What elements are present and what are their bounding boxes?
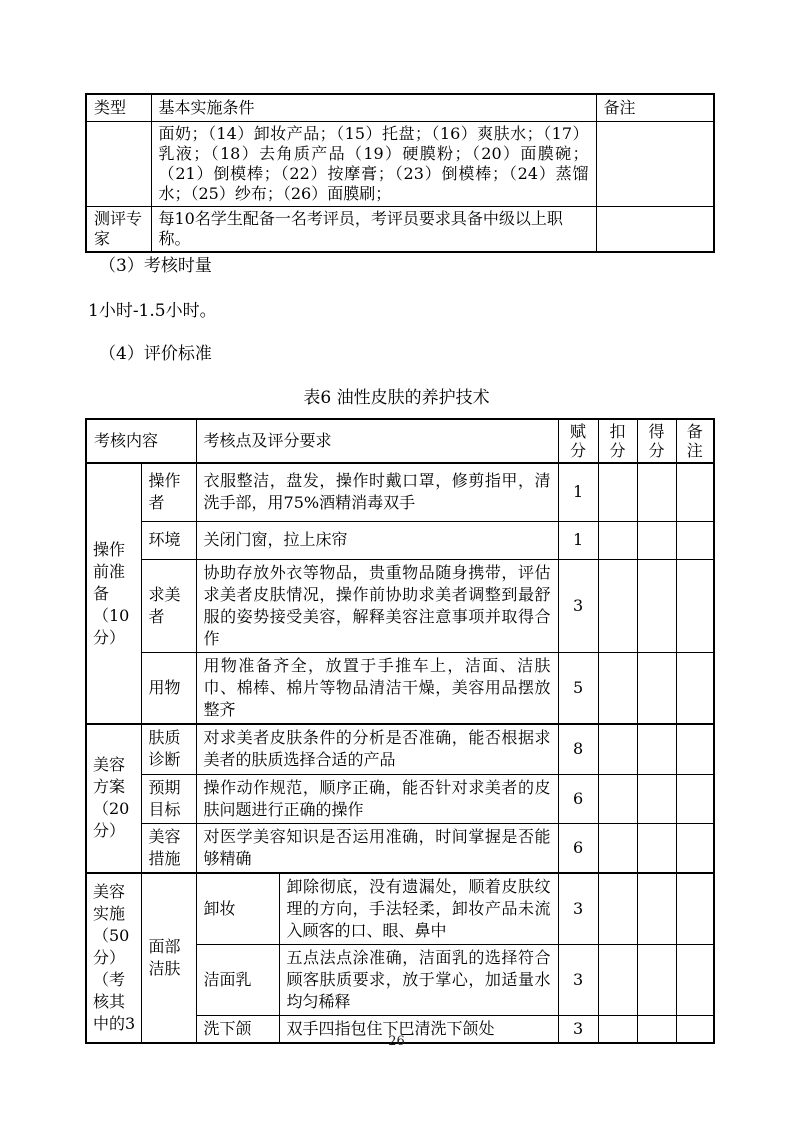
- header-note: 备注: [676, 419, 714, 463]
- note-cell: [676, 559, 714, 652]
- row-label: 用物: [141, 652, 196, 724]
- header-content: 考核内容: [86, 419, 196, 463]
- gained-cell: [637, 823, 676, 873]
- note-cell: [676, 873, 714, 945]
- table-row: [86, 121, 714, 206]
- conditions-cell: 面奶；（14）卸妆产品；（15）托盘；（16）爽肤水；（17）乳液；（18）去角质产品（19）硬膜粉；（20）面膜碗；（21）倒模棒；（22）按摩膏；（23）倒模棒；（24）蒸馏水；（25）纱布；（26）面膜刷；: [151, 121, 596, 206]
- table-row-beauty-measures: [86, 823, 714, 873]
- group-plan-label: 美容方案（20分）: [86, 724, 141, 873]
- row-desc: 操作动作规范，顺序正确，能否针对求美者的皮肤问题进行正确的操作: [196, 774, 558, 823]
- row-desc: 双手四指包住下巴清洗下颌处: [279, 1015, 558, 1043]
- table-row-skin-diagnosis: [86, 724, 714, 774]
- gained-cell: [637, 652, 676, 724]
- assigned-cell: 1: [558, 521, 598, 559]
- table-row: [86, 206, 714, 252]
- eval-header-row: [86, 419, 714, 463]
- table-header-row: [86, 94, 714, 121]
- row-desc: 五点法点涂准确，洁面乳的选择符合顾客肤质要求，放于掌心，加适量水均匀稀释: [279, 944, 558, 1015]
- assigned-cell: 8: [558, 724, 598, 774]
- assigned-cell: 1: [558, 463, 598, 521]
- deducted-cell: [598, 559, 637, 652]
- row-label: 洁面乳: [196, 944, 279, 1015]
- subgroup-facial-cleansing-label: 面部洁肤: [141, 873, 196, 1043]
- note-cell: [676, 463, 714, 521]
- row-desc: 协助存放外衣等物品，贵重物品随身携带，评估求美者皮肤情况，操作前协助求美者调整到最舒服的姿势接受美容，解释美容注意事项并取得合作: [196, 559, 558, 652]
- type-cell: 测评专家: [86, 206, 151, 252]
- row-label: 卸妆: [196, 873, 279, 945]
- section-item-3: （3）考核时量: [99, 256, 212, 276]
- note-cell: [676, 724, 714, 774]
- group-implementation-label: 美容实施（50分）（考核其中的3: [86, 873, 141, 1043]
- gained-cell: [637, 774, 676, 823]
- note-cell: [676, 652, 714, 724]
- basic-conditions-table: [85, 93, 715, 253]
- row-label: 操作者: [141, 463, 196, 521]
- deducted-cell: [598, 724, 637, 774]
- table-row-expected-goal: [86, 774, 714, 823]
- note-cell: [676, 823, 714, 873]
- duration-text: 1小时-1.5小时。: [88, 301, 217, 321]
- deducted-cell: [598, 873, 637, 945]
- type-cell: [86, 121, 151, 206]
- row-label: 预期目标: [141, 774, 196, 823]
- note-cell: [676, 521, 714, 559]
- header-assigned-score: 赋分: [558, 419, 598, 463]
- assigned-cell: 3: [558, 1015, 598, 1043]
- gained-cell: [637, 724, 676, 774]
- header-points: 考核点及评分要求: [196, 419, 558, 463]
- row-label: 美容措施: [141, 823, 196, 873]
- row-desc: 卸除彻底，没有遗漏处，顺着皮肤纹理的方向，手法轻柔，卸妆产品未流入顾客的口、眼、鼻中: [279, 873, 558, 945]
- assigned-cell: 6: [558, 823, 598, 873]
- row-desc: 对医学美容知识是否运用准确，时间掌握是否能够精确: [196, 823, 558, 873]
- deducted-cell: [598, 463, 637, 521]
- row-desc: 关闭门窗，拉上床帘: [196, 521, 558, 559]
- header-note: 备注: [596, 94, 714, 121]
- gained-cell: [637, 944, 676, 1015]
- gained-cell: [637, 463, 676, 521]
- gained-cell: [637, 521, 676, 559]
- row-desc: 衣服整洁，盘发，操作时戴口罩，修剪指甲，清洗手部，用75%酒精消毒双手: [196, 463, 558, 521]
- deducted-cell: [598, 652, 637, 724]
- assigned-cell: 3: [558, 944, 598, 1015]
- group-prep-label: 操作前准备（10分）: [86, 463, 141, 724]
- table-row-operator: [86, 463, 714, 521]
- deducted-cell: [598, 944, 637, 1015]
- row-label: 环境: [141, 521, 196, 559]
- table6-title: 表6 油性皮肤的养护技术: [303, 388, 490, 408]
- row-label: 洗下颌: [196, 1015, 279, 1043]
- note-cell: [596, 121, 714, 206]
- assigned-cell: 6: [558, 774, 598, 823]
- deducted-cell: [598, 823, 637, 873]
- header-deducted-score: 扣分: [598, 419, 637, 463]
- row-desc: 对求美者皮肤条件的分析是否准确，能否根据求美者的肤质选择合适的产品: [196, 724, 558, 774]
- row-label: 求美者: [141, 559, 196, 652]
- deducted-cell: [598, 774, 637, 823]
- section-item-4: （4）评价标准: [99, 344, 212, 364]
- gained-cell: [637, 873, 676, 945]
- page-number: 26: [388, 1034, 405, 1049]
- note-cell: [596, 206, 714, 252]
- note-cell: [676, 944, 714, 1015]
- assigned-cell: 5: [558, 652, 598, 724]
- table-row-makeup-removal: [86, 873, 714, 945]
- note-cell: [676, 774, 714, 823]
- assigned-cell: 3: [558, 559, 598, 652]
- deducted-cell: [598, 521, 637, 559]
- table-row-environment: [86, 521, 714, 559]
- evaluation-table: [85, 418, 715, 1044]
- conditions-cell: 每10名学生配备一名考评员，考评员要求具备中级以上职称。: [151, 206, 596, 252]
- row-desc: 用物准备齐全，放置于手推车上，洁面、洁肤巾、棉棒、棉片等物品清洁干燥，美容用品摆放整齐: [196, 652, 558, 724]
- gained-cell: [637, 559, 676, 652]
- header-gained-score: 得分: [637, 419, 676, 463]
- header-type: 类型: [86, 94, 151, 121]
- table-row-client: [86, 559, 714, 652]
- header-conditions: 基本实施条件: [151, 94, 596, 121]
- row-label: 肤质诊断: [141, 724, 196, 774]
- assigned-cell: 3: [558, 873, 598, 945]
- table-row-supplies: [86, 652, 714, 724]
